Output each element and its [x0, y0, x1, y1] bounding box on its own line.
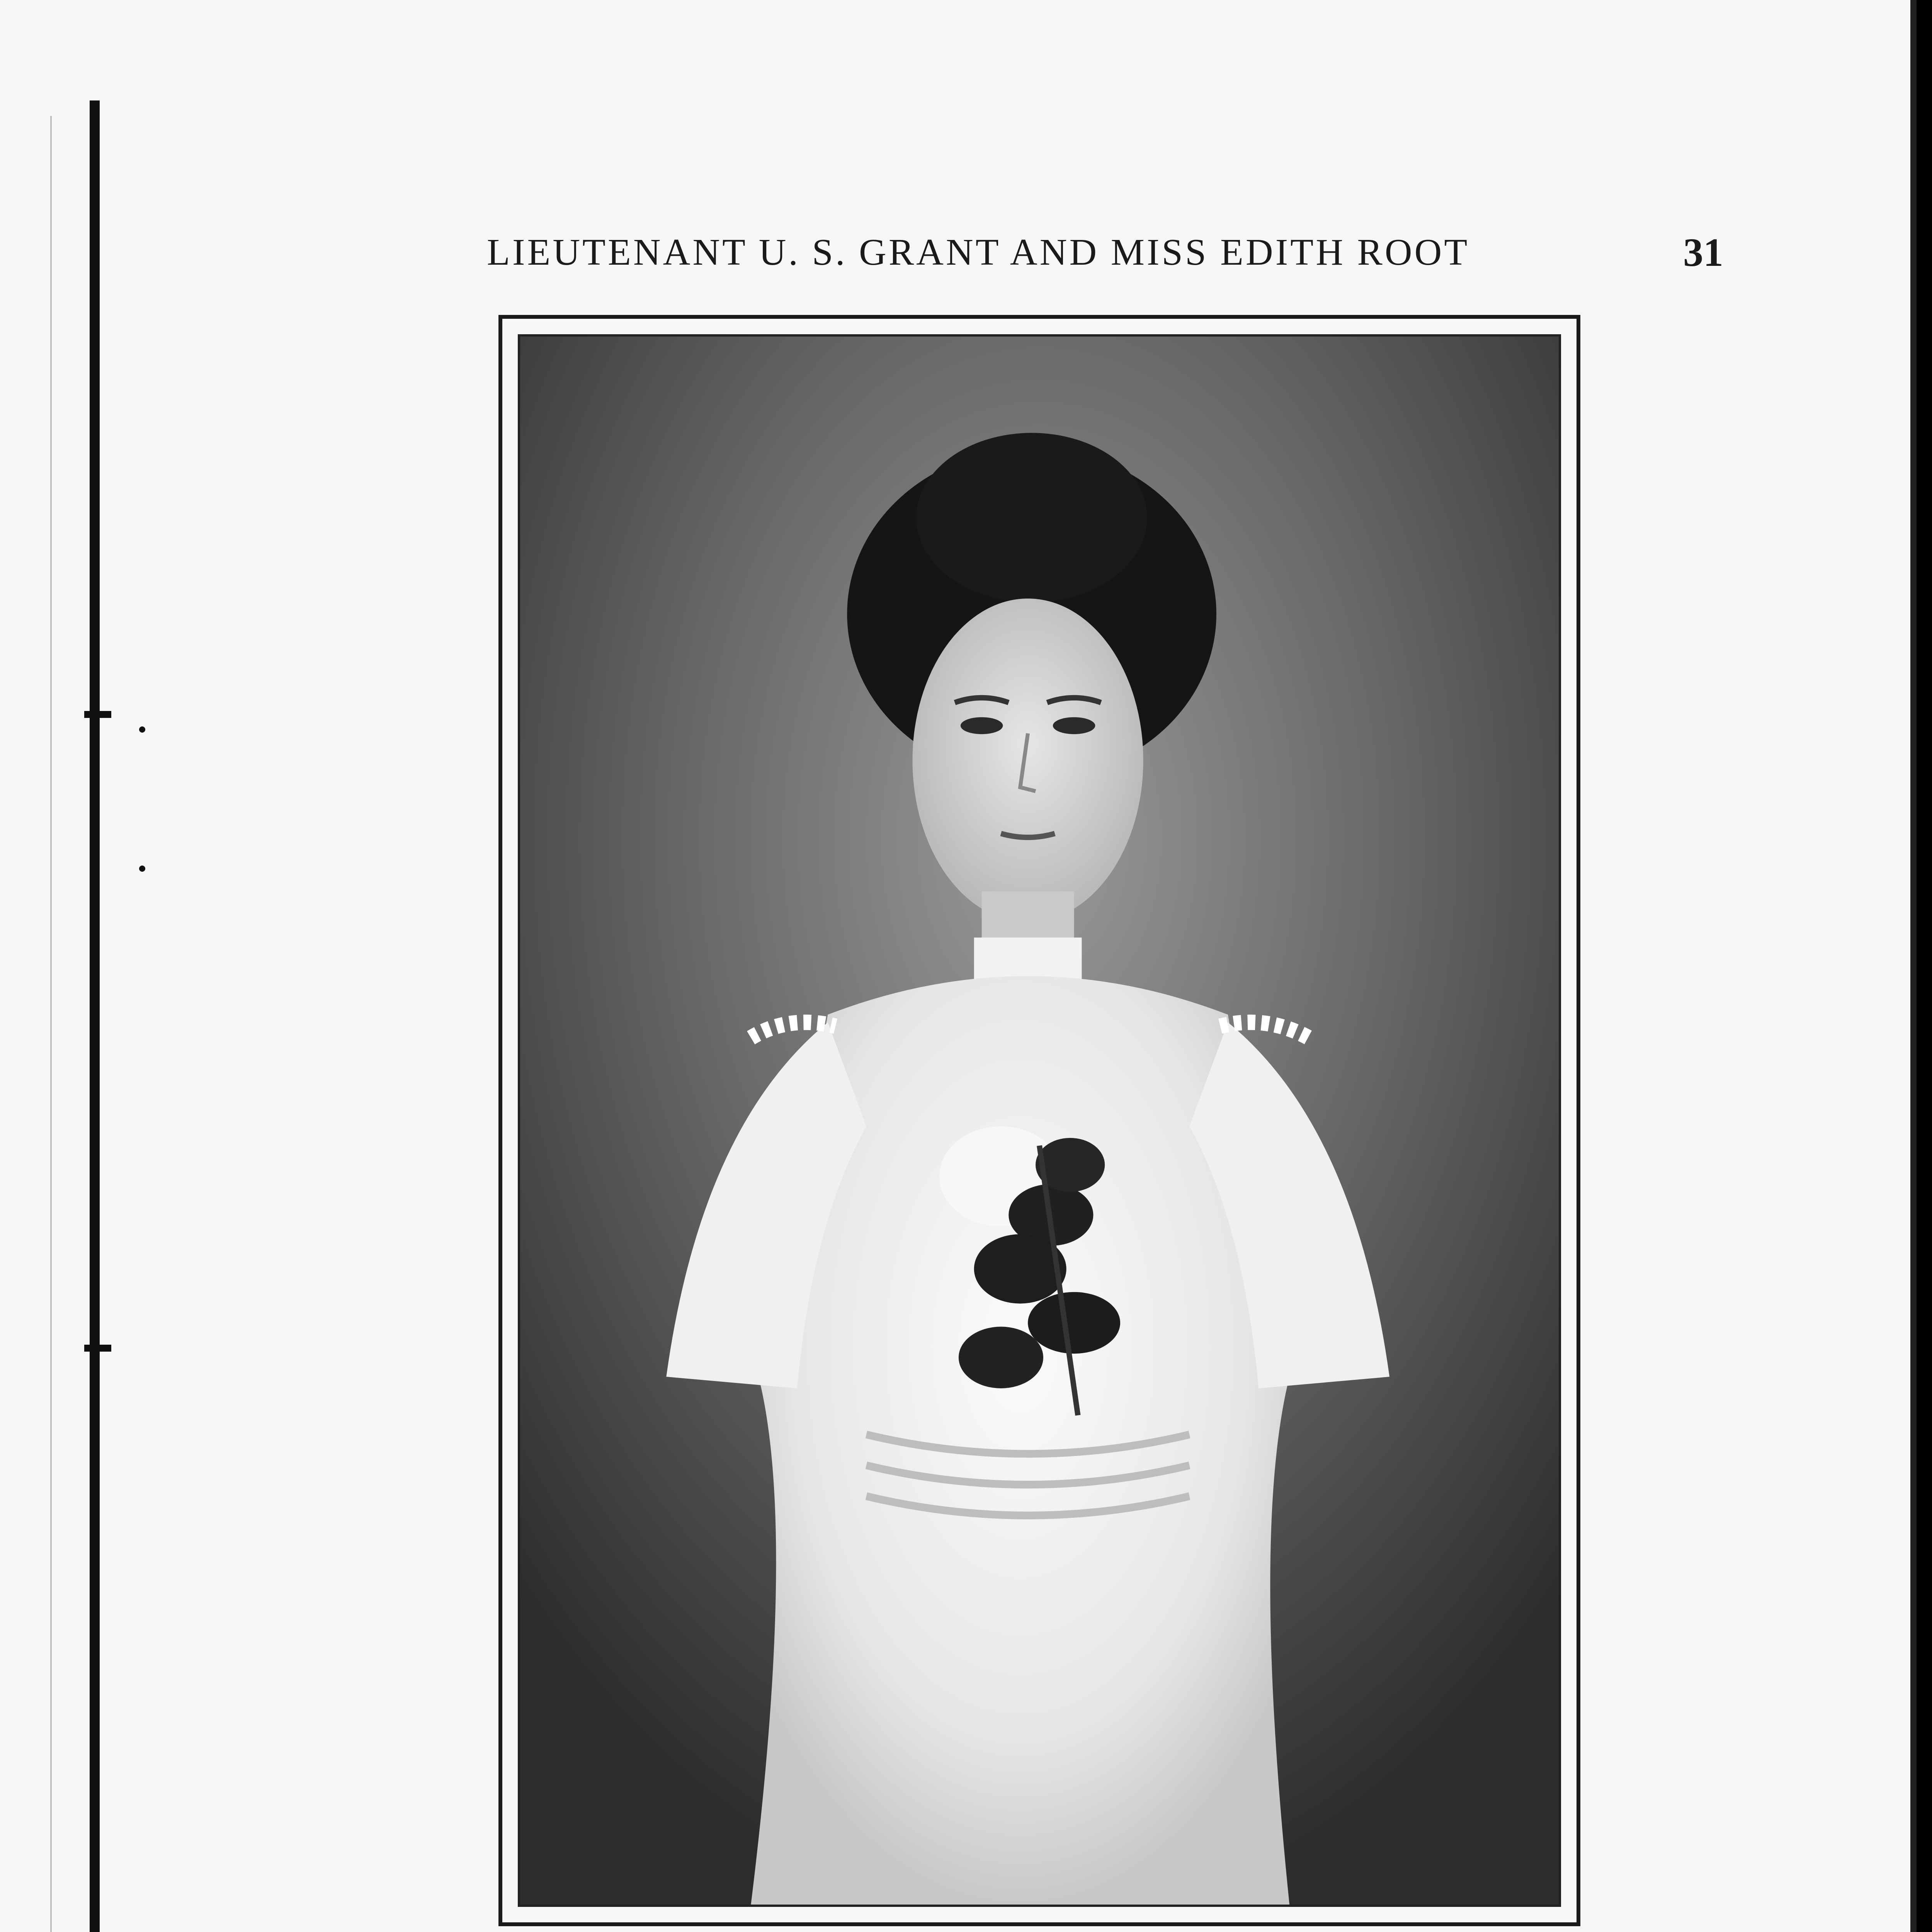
running-head-title: LIEUTENANT U. S. GRANT AND MISS EDITH ROOT	[487, 231, 1470, 273]
running-header	[487, 223, 1723, 281]
page-number: 31	[1683, 230, 1723, 275]
binding-gutter	[90, 100, 100, 1932]
portrait-illustration	[520, 337, 1559, 1905]
speck	[139, 726, 145, 733]
gutter-shadow	[50, 116, 52, 1932]
binding-stitch	[84, 711, 111, 718]
speck	[139, 866, 145, 872]
binding-stitch	[84, 1345, 111, 1352]
photo-plate-frame	[498, 315, 1580, 1926]
portrait-photograph-icon	[518, 334, 1561, 1907]
